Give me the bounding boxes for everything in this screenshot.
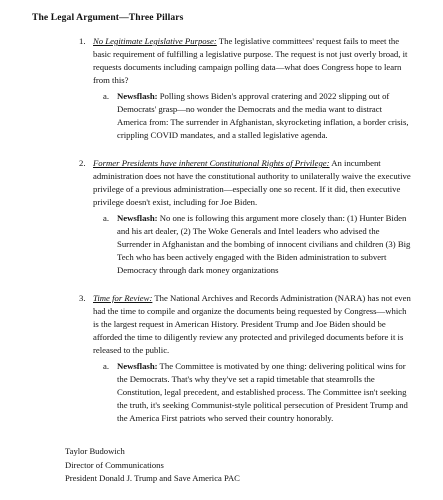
newsflash-label: Newsflash: [117, 361, 158, 371]
newsflash-label: Newsflash: [117, 91, 158, 101]
pillar-text [93, 35, 413, 87]
signature-role: Director of Communications [65, 459, 164, 470]
newsflash-text: No one is following this argument more closely than: (1) Hunter Biden and his art dealer, (2) The Woke Generals and Intel leaders who advised the Surrender in Afghanistan and the bombing of innocent civilians and children (3) Big Tech who has been actively engaged with the Biden administration to subvert Democracy through dark money organizations [117, 213, 411, 275]
pillar-heading: Time for Review: [93, 293, 153, 303]
signature-block [65, 445, 423, 486]
newsflash-text: Polling shows Biden's approval cratering and 2022 slipping out of Democrats' grasp—no wonder the Democrats and the media want to distract America from: The surrender in Afghanistan, skyrocketing inflation, a border crisis, crippling COVID mandates, and a stalled legislative agenda. [117, 91, 409, 140]
signature-name: Taylor Budowich [65, 446, 125, 456]
sub-letter: a. [103, 361, 110, 371]
pillar-number: 1. [79, 36, 86, 46]
pillar-3 [22, 292, 423, 425]
sub-letter: a. [103, 213, 110, 223]
pillar-heading: Former Presidents have inherent Constitutional Rights of Privilege: [93, 158, 330, 168]
pillar-body: An incumbent administration does not have the constitutional authority to unilaterally waive the executive privilege of a previous administration—especially one so recent. If it did, then executive privilege doesn't exist, including for Joe Biden. [93, 158, 411, 207]
pillar-text [93, 292, 413, 357]
newsflash-label: Newsflash: [117, 213, 158, 223]
pillar-1 [22, 35, 423, 142]
newsflash-item [103, 90, 411, 142]
newsflash-item [103, 360, 411, 425]
signature-organization: President Donald J. Trump and Save America PAC [65, 473, 240, 483]
newsflash-item [103, 212, 411, 277]
newsflash-text: The Committee is motivated by one thing: delivering political wins for the Democrats. That's why they've set a rapid timetable that steamrolls the Constitution, legal precedent, and established process. The Committee isn't seeking the truth, it's seeking Communist-style political persecution of President Trump and the America First patriots who served their country honorably. [117, 361, 408, 423]
pillar-number: 3. [79, 293, 86, 303]
pillar-text [93, 157, 413, 209]
document-title: The Legal Argument—Three Pillars [32, 12, 184, 23]
pillar-heading: No Legitimate Legislative Purpose: [93, 36, 217, 46]
pillar-2 [22, 157, 423, 277]
sub-letter: a. [103, 91, 110, 101]
pillar-body: The National Archives and Records Administration (NARA) has not even had the time to compile and organize the documents being requested by Congress—which is the largest request in American History. President Trump and Joe Biden should be afforded the time to diligently review any protected and privileged documents before it is released to the public. [93, 293, 411, 355]
pillar-number: 2. [79, 158, 86, 168]
pillar-body: The legislative committees' request fails to meet the basic requirement of fulfilling a legislative purpose. The request is not just overly broad, it requests documents including campaign polling data—what does Congress hope to learn from this? [93, 36, 408, 85]
